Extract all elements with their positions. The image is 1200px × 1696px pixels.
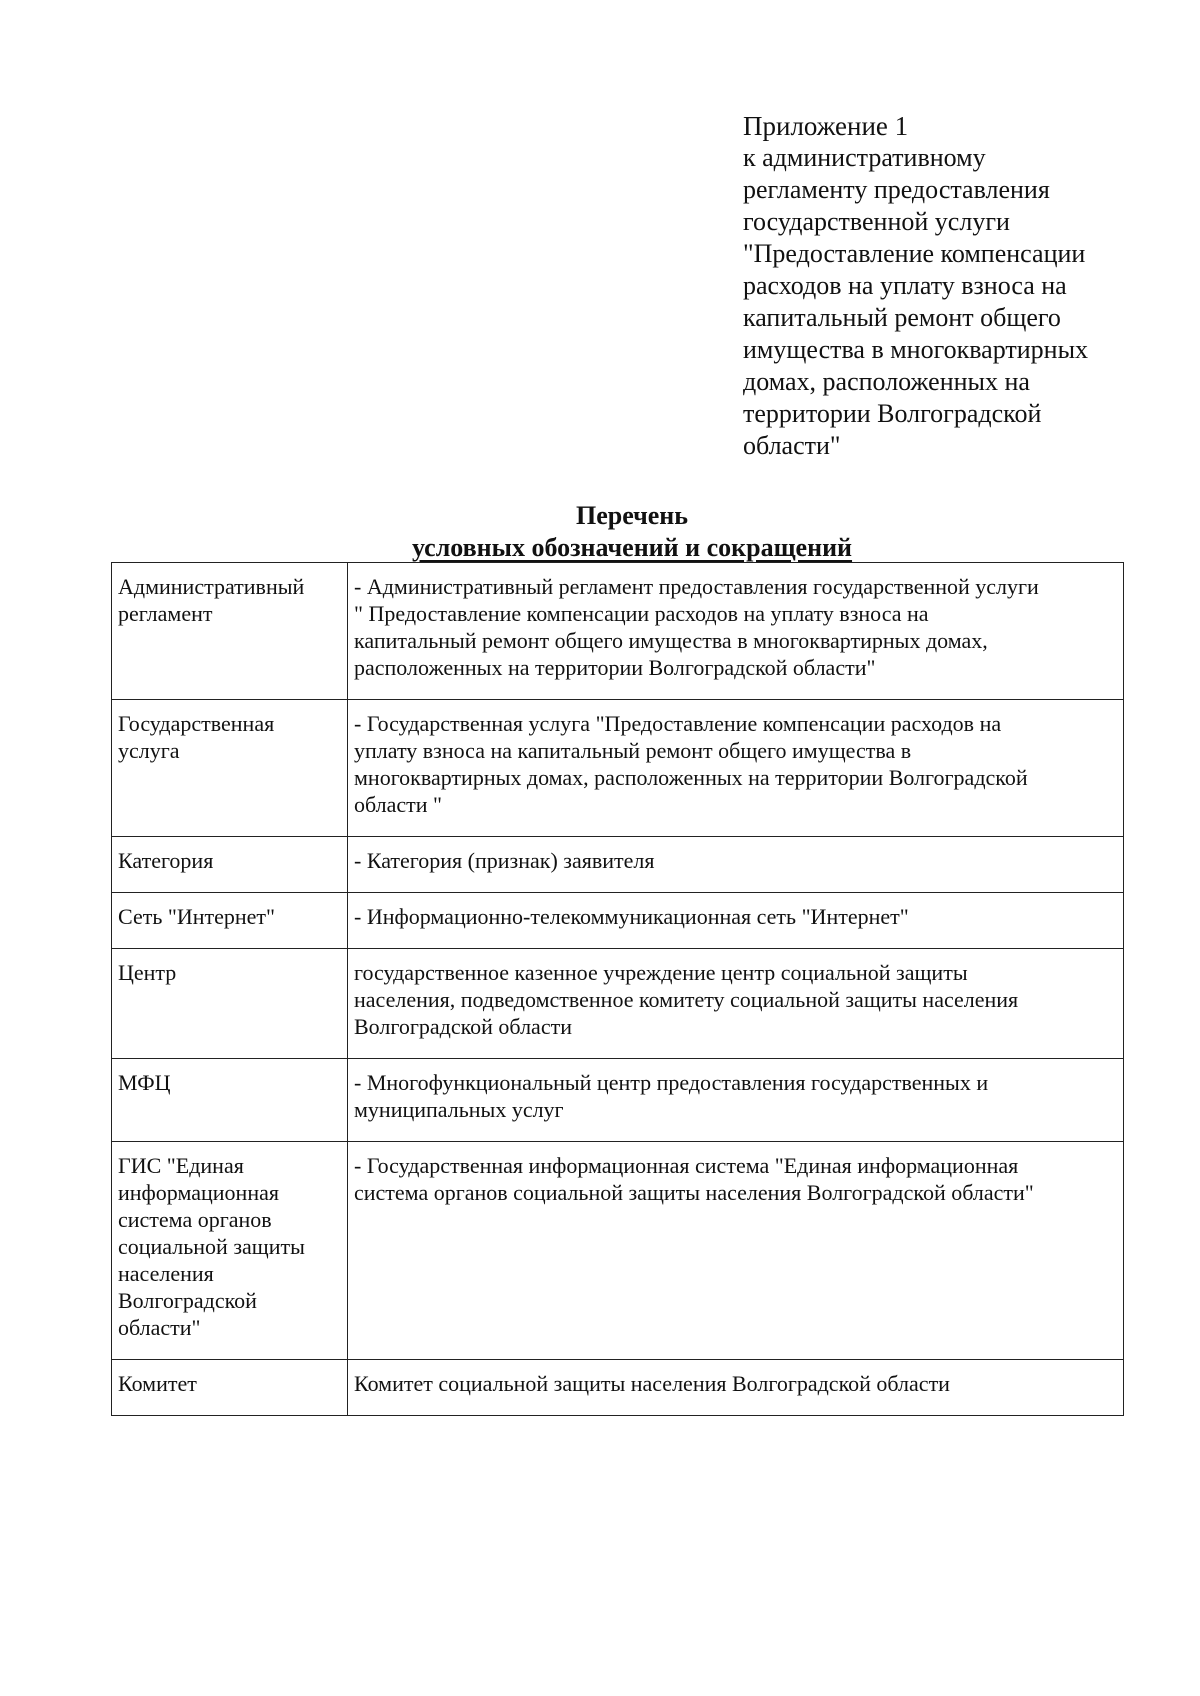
definition-cell <box>348 1360 1124 1416</box>
definition-line: расположенных на территории Волгоградской области" <box>354 655 876 680</box>
term-line: Волгоградской <box>118 1288 257 1313</box>
term-line: социальной защиты <box>118 1234 305 1259</box>
appendix-line: капитальный ремонт общего <box>743 303 1061 332</box>
appendix-line: имущества в многоквартирных <box>743 335 1089 364</box>
term-line: услуга <box>118 738 180 763</box>
appendix-line: Приложение 1 <box>743 111 909 141</box>
definition-line: - Государственная информационная система "Единая информационная <box>354 1153 1019 1178</box>
term-line: Категория <box>118 848 214 873</box>
term-line: Административный <box>118 574 305 599</box>
term-cell <box>112 1142 348 1360</box>
appendix-line: к административному <box>743 143 986 172</box>
definition-line: система органов социальной защиты населения Волгоградской области" <box>354 1180 1034 1205</box>
term-line: Центр <box>118 960 177 985</box>
table-row <box>112 949 1124 1059</box>
definition-line: уплату взноса на капитальный ремонт общего имущества в <box>354 738 912 763</box>
definition-line: - Категория (признак) заявителя <box>354 848 655 873</box>
definition-line: Волгоградской области <box>354 1014 572 1039</box>
definition-line: многоквартирных домах, расположенных на территории Волгоградской <box>354 765 1028 790</box>
appendix-line: домах, расположенных на <box>743 367 1030 396</box>
definition-cell <box>348 949 1124 1059</box>
term-cell <box>112 700 348 837</box>
table-row <box>112 837 1124 893</box>
definition-cell <box>348 893 1124 949</box>
appendix-line: государственной услуги <box>743 207 1010 236</box>
term-cell <box>112 1059 348 1142</box>
term-cell <box>112 837 348 893</box>
term-line: Сеть "Интернет" <box>118 904 276 929</box>
appendix-line: регламенту предоставления <box>743 175 1050 204</box>
table-row <box>112 1059 1124 1142</box>
abbreviations-table <box>111 562 1124 1416</box>
definition-line: - Многофункциональный центр предоставления государственных и <box>354 1070 989 1095</box>
term-line: информационная <box>118 1180 279 1205</box>
table-row <box>112 1360 1124 1416</box>
document-title: Перечень <box>575 501 689 530</box>
table-row <box>112 563 1124 700</box>
appendix-line: территории Волгоградской <box>743 399 1042 428</box>
definition-line: муниципальных услуг <box>354 1097 564 1122</box>
term-line: регламент <box>118 601 213 626</box>
definition-line: - Административный регламент предоставления государственной услуги <box>354 574 1039 599</box>
term-line: ГИС "Единая <box>118 1153 244 1178</box>
table-row <box>112 700 1124 837</box>
term-line: система органов <box>118 1207 272 1232</box>
term-line: области" <box>118 1315 201 1340</box>
definition-cell <box>348 837 1124 893</box>
definition-line: капитальный ремонт общего имущества в многоквартирных домах, <box>354 628 988 653</box>
table-row <box>112 893 1124 949</box>
term-cell <box>112 893 348 949</box>
definition-line: Комитет социальной защиты населения Волгоградской области <box>354 1371 950 1396</box>
appendix-line: расходов на уплату взноса на <box>743 271 1067 300</box>
term-line: МФЦ <box>118 1070 171 1095</box>
term-line: населения <box>118 1261 214 1286</box>
document-subtitle: условных обозначений и сокращений <box>411 533 853 562</box>
appendix-line: области" <box>743 431 841 460</box>
definition-line: области " <box>354 792 443 817</box>
table-row <box>112 1142 1124 1360</box>
term-cell <box>112 949 348 1059</box>
term-cell <box>112 1360 348 1416</box>
definition-cell <box>348 700 1124 837</box>
appendix-header <box>743 110 1163 462</box>
term-line: Государственная <box>118 711 275 736</box>
definition-line: государственное казенное учреждение центр социальной защиты <box>354 960 968 985</box>
definition-cell <box>348 563 1124 700</box>
definition-cell <box>348 1059 1124 1142</box>
definition-cell <box>348 1142 1124 1360</box>
appendix-line: "Предоставление компенсации <box>743 239 1086 268</box>
definition-line: " Предоставление компенсации расходов на уплату взноса на <box>354 601 929 626</box>
term-cell <box>112 563 348 700</box>
definition-line: - Государственная услуга "Предоставление компенсации расходов на <box>354 711 1002 736</box>
definition-line: - Информационно-телекоммуникационная сеть "Интернет" <box>354 904 909 929</box>
definition-line: населения, подведомственное комитету социальной защиты населения <box>354 987 1019 1012</box>
term-line: Комитет <box>118 1371 197 1396</box>
